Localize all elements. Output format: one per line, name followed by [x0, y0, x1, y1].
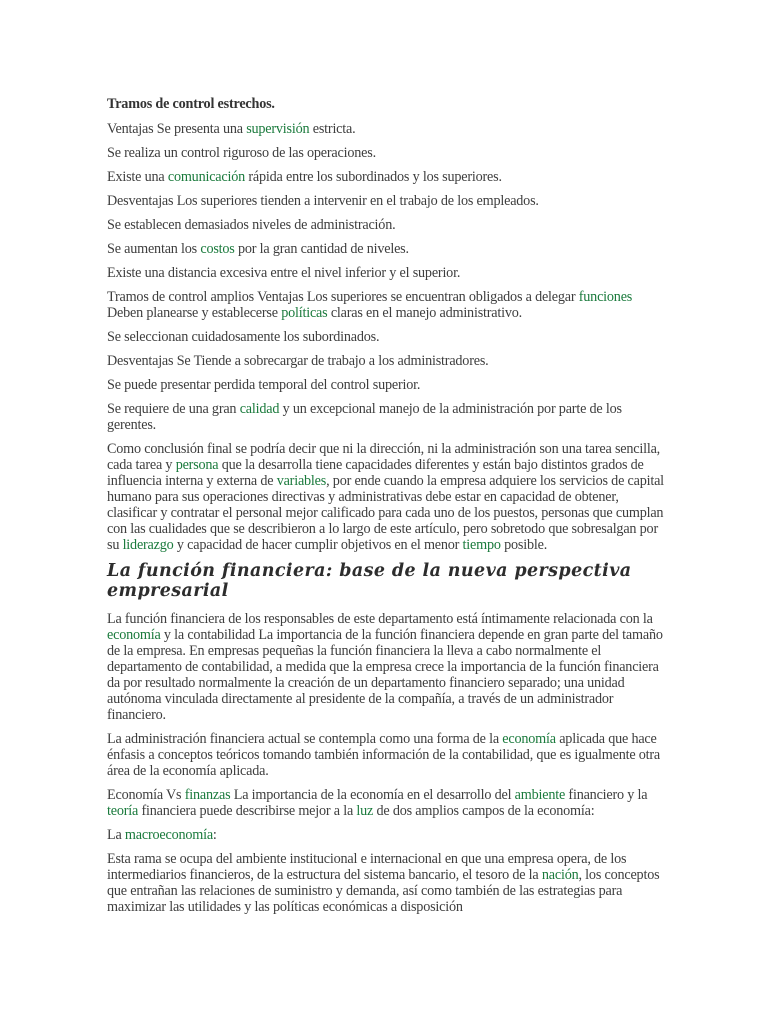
text-run: que la desarrolla tiene capacidades diferentes y están bajo distintos grados de influencia interna y externa de — [107, 457, 644, 489]
text-run: La función financiera de los responsables de este departamento está íntimamente relacionada con la — [107, 611, 653, 627]
text-run: , los conceptos que entrañan las relaciones de suministro y demanda, así como también de las estrategias para maximizar las utilidades y las políticas económicas a disposición — [107, 867, 660, 915]
keyword-link-costos[interactable]: costos — [200, 241, 235, 257]
text-run: Como conclusión final se podría decir que ni la dirección, ni la administración son una tarea sencilla, cada tarea y — [107, 441, 661, 473]
keyword-link-macroeconomia[interactable]: macroeconomía — [124, 827, 213, 843]
keyword-link-liderazgo[interactable]: liderazgo — [122, 537, 174, 553]
text-run: , por ende cuando la empresa adquiere los servicios de capital humano para sus operaciones directivas y administrativas debe estar en capacidad de obtener, clasificar y contratar el personal mejor calificado para cada uno de los puestos, personas que cumplan con las cualidades que se describieron a lo largo de este artículo, pero sobretodo que sobresalgan por su — [107, 473, 664, 553]
paragraph: Se establecen demasiados niveles de administración. — [107, 217, 396, 233]
paragraph: Desventajas Los superiores tienden a intervenir en el trabajo de los empleados. — [107, 193, 539, 209]
keyword-link-luz[interactable]: luz — [356, 803, 374, 819]
keyword-link-supervision[interactable]: supervisión — [246, 121, 310, 137]
keyword-link-economia[interactable]: economía — [107, 627, 161, 643]
paragraph: Existe una distancia excesiva entre el nivel inferior y el superior. — [107, 265, 461, 281]
paragraph — [107, 241, 667, 257]
paragraph: Desventajas Se Tiende a sobrecargar de trabajo a los administradores. — [107, 353, 489, 369]
text-run: Existe una — [107, 169, 168, 185]
text-run: estricta. — [309, 121, 356, 137]
text-run: La importancia de la economía en el desarrollo del — [230, 787, 515, 803]
text-run: financiera puede describirse mejor a la — [138, 803, 357, 819]
text-run: posible. — [500, 537, 548, 553]
paragraph — [107, 169, 667, 185]
paragraph — [107, 121, 667, 137]
keyword-link-calidad[interactable]: calidad — [239, 401, 280, 417]
text-run: y capacidad de hacer cumplir objetivos en el menor — [173, 537, 463, 553]
document-body — [107, 96, 667, 923]
text-run: y la contabilidad La importancia de la función financiera depende en gran parte del tamaño de la empresa. En empresas pequeñas la función financiera la lleva a cabo normalmente el departamento de contabilidad, a medida que la empresa crece la importancia de la función financiera da por resultado normalmente la creación de un departamento financiero separado; una unidad autónoma vinculada directamente al presidente de la compañía, a través de un administrador financiero. — [107, 627, 663, 723]
text-run: Se aumentan los — [107, 241, 201, 257]
text-run: : — [212, 827, 217, 843]
paragraph — [107, 851, 667, 915]
section-title-narrow-spans: Tramos de control estrechos. — [107, 96, 275, 112]
paragraph — [107, 441, 667, 553]
text-run: Esta rama se ocupa del ambiente institucional e internacional en que una empresa opera, de los intermediarios financieros, de la estructura del sistema bancario, el tesoro de la — [107, 851, 627, 883]
paragraph — [107, 289, 667, 321]
text-run: Deben planearse y establecerse — [107, 305, 282, 321]
text-run: aplicada que hace énfasis a conceptos teóricos tomando también información de la contabilidad, que es igualmente otra área de la economía aplicada. — [107, 731, 661, 779]
text-run: Economía Vs — [107, 787, 185, 803]
paragraph — [107, 787, 667, 819]
paragraph: Se puede presentar perdida temporal del control superior. — [107, 377, 421, 393]
text-run: de dos amplios campos de la economía: — [373, 803, 595, 819]
paragraph — [107, 611, 667, 723]
text-run: Ventajas Se presenta una — [107, 121, 247, 137]
text-run: rápida entre los subordinados y los superiores. — [245, 169, 502, 185]
keyword-link-ambiente[interactable]: ambiente — [514, 787, 566, 803]
text-run: y un excepcional manejo de la administración por parte de los gerentes. — [107, 401, 622, 433]
keyword-link-nacion[interactable]: nación — [541, 867, 579, 883]
keyword-link-finanzas[interactable]: finanzas — [184, 787, 231, 803]
text-run: La — [107, 827, 125, 843]
keyword-link-comunicacion[interactable]: comunicación — [167, 169, 246, 185]
paragraph: Se seleccionan cuidadosamente los subordinados. — [107, 329, 380, 345]
keyword-link-tiempo[interactable]: tiempo — [462, 537, 501, 553]
keyword-link-persona[interactable]: persona — [175, 457, 219, 473]
keyword-link-politicas[interactable]: políticas — [281, 305, 328, 321]
paragraph — [107, 401, 667, 433]
text-run: Se requiere de una gran — [107, 401, 240, 417]
paragraph — [107, 731, 667, 779]
keyword-link-teoria[interactable]: teoría — [107, 803, 139, 819]
text-run: claras en el manejo administrativo. — [327, 305, 522, 321]
paragraph: Se realiza un control riguroso de las operaciones. — [107, 145, 376, 161]
text-run: por la gran cantidad de niveles. — [234, 241, 409, 257]
paragraph — [107, 827, 667, 843]
keyword-link-economia[interactable]: economía — [502, 731, 556, 747]
section-title-financial-function: La función financiera: base de la nueva perspectiva empresarial — [107, 561, 632, 601]
text-run: financiero y la — [565, 787, 648, 803]
text-run: La administración financiera actual se contempla como una forma de la — [107, 731, 503, 747]
keyword-link-funciones[interactable]: funciones — [578, 289, 633, 305]
text-run: Tramos de control amplios Ventajas Los superiores se encuentran obligados a delegar — [107, 289, 579, 305]
keyword-link-variables[interactable]: variables — [276, 473, 327, 489]
